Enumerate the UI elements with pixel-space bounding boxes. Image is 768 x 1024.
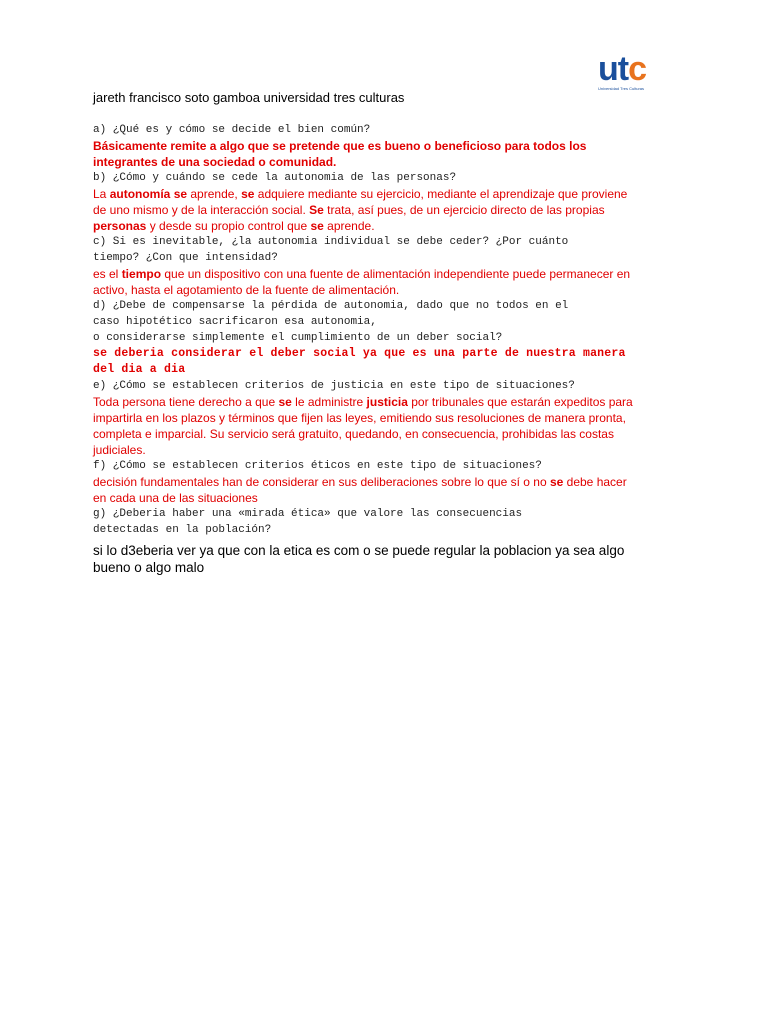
answer-text: debe hacer — [563, 475, 627, 489]
answer-text: de uno mismo y de la interacción social. — [93, 203, 310, 217]
question-b — [93, 170, 683, 186]
answer-emphasis: justicia — [366, 395, 408, 409]
answer-line — [93, 346, 683, 362]
answer-emphasis: autonomía se — [109, 187, 188, 201]
answer-text: por tribunales que estarán expeditos para — [407, 395, 633, 409]
answer-text: La — [93, 187, 110, 201]
answer-line — [93, 490, 683, 506]
answer-text: aprende, — [187, 187, 242, 201]
answer-text: Básicamente remite a algo que se pretende que es bueno o beneficioso para todos los — [93, 139, 587, 153]
answer-text: y desde su propio control que — [146, 219, 311, 233]
answer-emphasis: se — [549, 475, 564, 489]
answer-line — [93, 218, 683, 234]
answer-line — [93, 138, 683, 154]
answer-line — [93, 186, 683, 202]
answer-emphasis: Se — [309, 203, 324, 217]
logo-letter-t: t — [617, 50, 629, 88]
answer-line — [93, 474, 683, 490]
question-g — [93, 506, 683, 538]
answer-text: del dia a dia — [93, 363, 186, 376]
answer-line — [93, 154, 683, 170]
answer-text: Toda persona tiene derecho a que — [93, 395, 279, 409]
answer-text: adquiere mediante su ejercicio, mediante el aprendizaje que proviene — [254, 187, 628, 201]
final-answer-line: si lo d3eberia ver ya que con la etica es com o se puede regular la poblacion ya sea algo — [93, 543, 625, 558]
answer-emphasis: se — [241, 187, 255, 201]
answer-line — [93, 282, 683, 298]
answer-line — [93, 266, 683, 282]
answer-emphasis: se — [278, 395, 292, 409]
question-line: o considerarse simplemente el cumplimiento de un deber social? — [93, 332, 503, 344]
question-a — [93, 122, 683, 138]
logo-subtitle: Universidad Tres Culturas — [598, 86, 645, 91]
answer-c — [93, 266, 683, 298]
question-line: c) Si es inevitable, ¿la autonomia individual se debe ceder? ¿Por cuánto — [93, 236, 569, 248]
answer-emphasis: se — [310, 219, 324, 233]
question-line: d) ¿Debe de compensarse la pérdida de autonomia, dado que no todos en el — [93, 300, 569, 312]
final-answer-line: bueno o algo malo — [93, 560, 205, 575]
answer-line — [93, 362, 683, 378]
answer-text: judiciales. — [93, 443, 146, 457]
answer-text: que un dispositivo con una fuente de alimentación independiente puede permanecer en — [161, 267, 631, 281]
answer-text: integrantes de una sociedad o comunidad. — [93, 155, 337, 169]
logo-letter-u: u — [598, 50, 618, 88]
answer-a — [93, 138, 683, 170]
question-f — [93, 458, 683, 474]
logo-letter-c: c — [628, 50, 647, 88]
answer-text: decisión fundamentales han de considerar en sus deliberaciones sobre lo que sí o no — [93, 475, 550, 489]
answer-text: impartirla en los plazos y términos que fijen las leyes, emitiendo sus resoluciones de manera pronta, — [93, 411, 626, 425]
document-body — [93, 89, 683, 576]
question-line: tiempo? ¿Con que intensidad? — [93, 252, 278, 264]
answer-text: se deberia considerar el deber social ya que es una parte de nuestra manera — [93, 347, 626, 360]
answer-emphasis: tiempo — [121, 267, 162, 281]
author-line: jareth francisco soto gamboa universidad tres culturas — [93, 90, 405, 105]
answer-d — [93, 346, 683, 378]
question-line: b) ¿Cómo y cuándo se cede la autonomia de las personas? — [93, 172, 457, 184]
question-c — [93, 234, 683, 266]
answer-line — [93, 442, 683, 458]
final-answer — [93, 542, 683, 576]
answer-emphasis: personas — [93, 219, 147, 233]
answer-text: trata, así pues, de un ejercicio directo de las propias — [323, 203, 605, 217]
answer-line — [93, 410, 683, 426]
answer-text: en cada una de las situaciones — [93, 491, 258, 505]
question-line: f) ¿Cómo se establecen criterios éticos en este tipo de situaciones? — [93, 460, 542, 472]
question-line: detectadas en la población? — [93, 524, 272, 536]
question-line: g) ¿Deberia haber una «mirada ética» que valore las consecuencias — [93, 508, 523, 520]
answer-text: activo, hasta el agotamiento de la fuente de alimentación. — [93, 283, 400, 297]
answer-line — [93, 426, 683, 442]
answer-text: es el — [93, 267, 122, 281]
answer-text: aprende. — [323, 219, 375, 233]
answer-f — [93, 474, 683, 506]
question-e — [93, 378, 683, 394]
answer-b — [93, 186, 683, 234]
answer-text: completa e imparcial. Su servicio será gratuito, quedando, en consecuencia, prohibidas las costas — [93, 427, 614, 441]
answer-e — [93, 394, 683, 458]
answer-line — [93, 202, 683, 218]
answer-text: le administre — [291, 395, 367, 409]
question-line: a) ¿Qué es y cómo se decide el bien común? — [93, 124, 371, 136]
question-line: e) ¿Cómo se establecen criterios de justicia en este tipo de situaciones? — [93, 380, 575, 392]
question-d — [93, 298, 683, 346]
question-line: caso hipotético sacrificaron esa autonomia, — [93, 316, 377, 328]
answer-line — [93, 394, 683, 410]
